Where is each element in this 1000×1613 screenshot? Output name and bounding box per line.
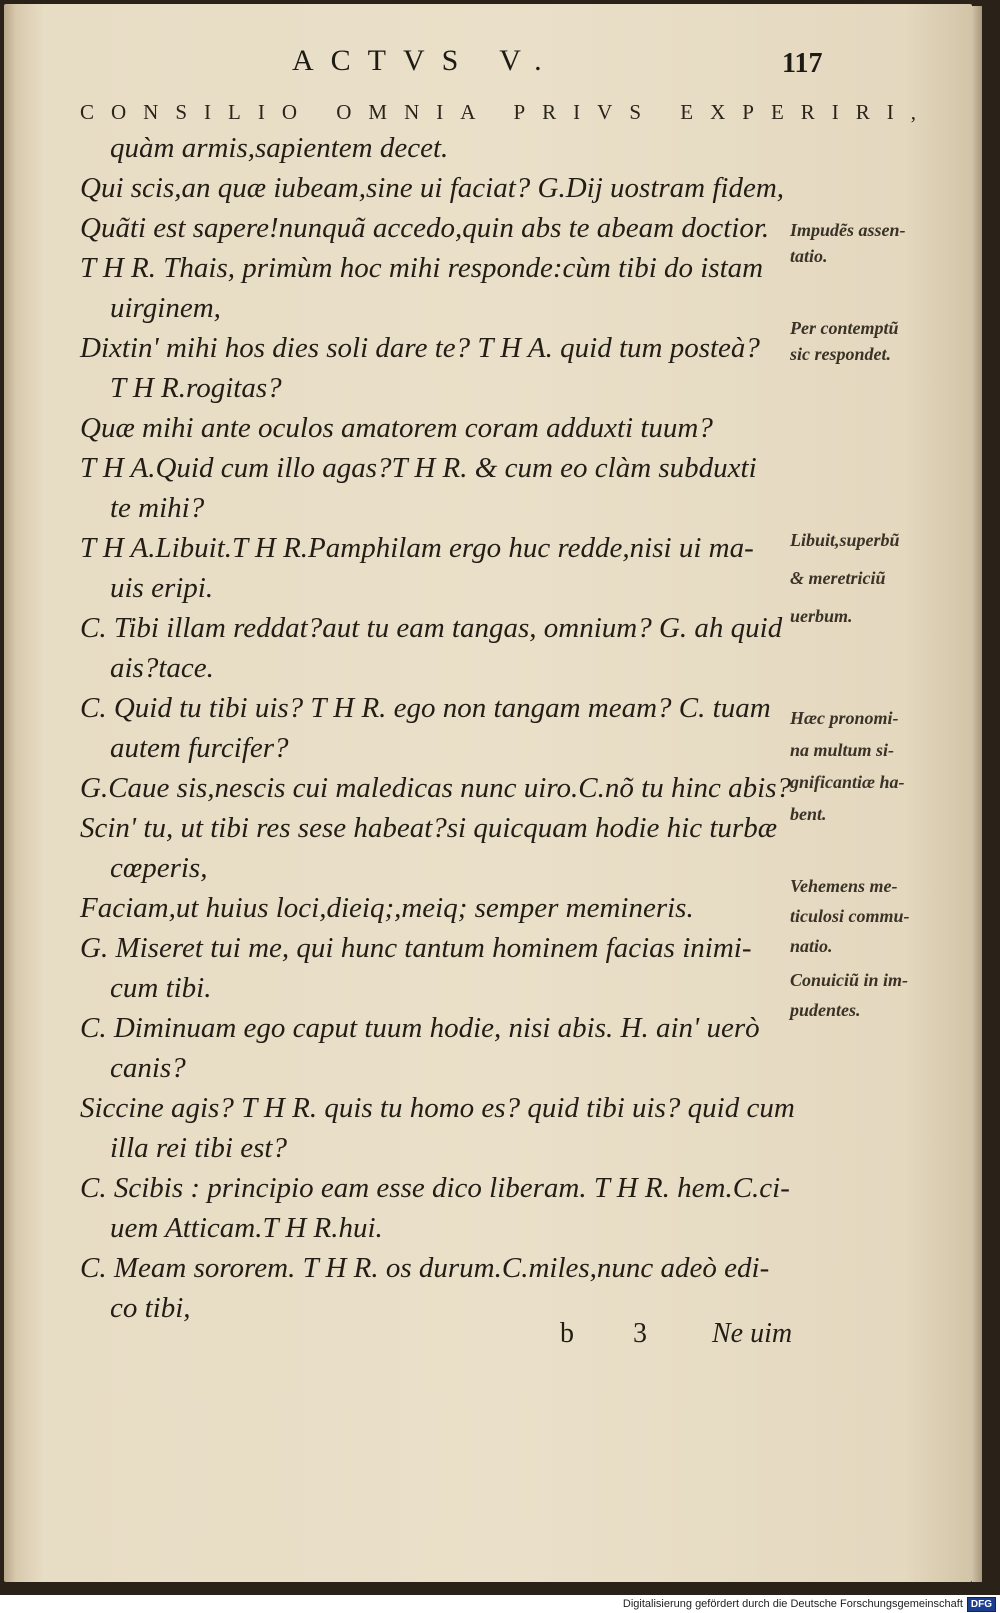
- text-line: T H R.rogitas?: [110, 372, 282, 404]
- text-line: Faciam,ut huius loci,dieiq;,meiq; semper memineris.: [80, 892, 694, 924]
- text-line: quàm armis,sapientem decet.: [110, 132, 449, 164]
- text-line: autem furcifer?: [110, 732, 289, 764]
- text-line: co tibi,: [110, 1292, 191, 1324]
- text-line: uem Atticam.T H R.hui.: [110, 1212, 383, 1244]
- text-line: G.Caue sis,nescis cui maledicas nunc uiro.C.nõ tu hinc abis?: [80, 772, 791, 804]
- digitization-footer: [623, 1597, 996, 1611]
- margin-note: Vehemens me-: [790, 876, 898, 896]
- text-line: uirginem,: [110, 292, 221, 324]
- margin-note: na multum si-: [790, 740, 895, 760]
- margin-note: tatio.: [790, 246, 828, 266]
- margin-note: ticulosi commu-: [790, 906, 910, 926]
- margin-note: sic respondet.: [790, 344, 891, 364]
- text-line: Quãti est sapere!nunquã accedo,quin abs te abeam doctior.: [80, 212, 770, 244]
- catchword: Ne uim: [712, 1318, 793, 1349]
- text-line: C. Meam sororem. T H R. os durum.C.miles,nunc adeò edi-: [80, 1252, 770, 1284]
- text-line: Quæ mihi ante oculos amatorem coram adduxti tuum?: [80, 412, 713, 444]
- text-line: CONSILIO OMNIA PRIVS EXPERIRI,: [80, 100, 934, 124]
- text-line: Qui scis,an quæ iubeam,sine ui faciat? G.Dij uostram fidem,: [80, 172, 785, 204]
- text-line: Dixtin' mihi hos dies soli dare te? T H A. quid tum posteà?: [80, 332, 760, 364]
- text-line: C. Scibis : principio eam esse dico liberam. T H R. hem.C.ci-: [80, 1172, 790, 1204]
- dfg-logo: DFG: [967, 1597, 996, 1612]
- margin-note: Hæc pronomi-: [790, 708, 899, 728]
- text-line: ais?tace.: [110, 652, 214, 684]
- margin-note: natio.: [790, 936, 833, 956]
- text-line: C. Diminuam ego caput tuum hodie, nisi abis. H. ain' uerò: [80, 1012, 760, 1044]
- text-line: T H A.Libuit.T H R.Pamphilam ergo huc redde,nisi ui ma-: [80, 532, 754, 564]
- text-line: uis eripi.: [110, 572, 214, 604]
- text-line: C. Quid tu tibi uis? T H R. ego non tangam meam? C. tuam: [80, 692, 771, 724]
- text-line: C. Tibi illam reddat?aut tu eam tangas, omnium? G. ah quid: [80, 612, 783, 644]
- margin-note: Per contemptũ: [790, 318, 899, 338]
- folio-number: 117: [782, 48, 823, 79]
- margin-note: Libuit,superbũ: [790, 530, 900, 550]
- text-line: cum tibi.: [110, 972, 212, 1004]
- footer-text: Digitalisierung gefördert durch die Deutsche Forschungsgemeinschaft: [622, 1598, 963, 1610]
- signature-mark: b 3: [560, 1318, 673, 1349]
- text-line: T H A.Quid cum illo agas?T H R. & cum eo clàm subduxti: [80, 452, 757, 484]
- margin-note: pudentes.: [790, 1000, 861, 1020]
- margin-note: uerbum.: [790, 606, 853, 626]
- margin-note: gnificantiæ ha-: [790, 772, 905, 792]
- text-line: Scin' tu, ut tibi res sese habeat?si quicquam hodie hic turbæ: [80, 812, 778, 844]
- margin-note: Impudẽs assen-: [790, 220, 906, 240]
- margin-note: Conuiciũ in im-: [790, 970, 909, 990]
- text-line: canis?: [110, 1052, 186, 1084]
- running-head: ACTVS V.: [292, 44, 559, 77]
- text-line: T H R. Thais, primùm hoc mihi responde:cùm tibi do istam: [80, 252, 764, 284]
- text-line: te mihi?: [110, 492, 205, 524]
- text-line: G. Miseret tui me, qui hunc tantum hominem facias inimi-: [80, 932, 752, 964]
- text-line: illa rei tibi est?: [110, 1132, 287, 1164]
- text-line: Siccine agis? T H R. quis tu homo es? quid tibi uis? quid cum: [80, 1092, 795, 1124]
- margin-note: bent.: [790, 804, 827, 824]
- margin-note: & meretriciũ: [790, 568, 886, 588]
- text-line: cœperis,: [110, 852, 208, 884]
- page-edge: [972, 6, 982, 1582]
